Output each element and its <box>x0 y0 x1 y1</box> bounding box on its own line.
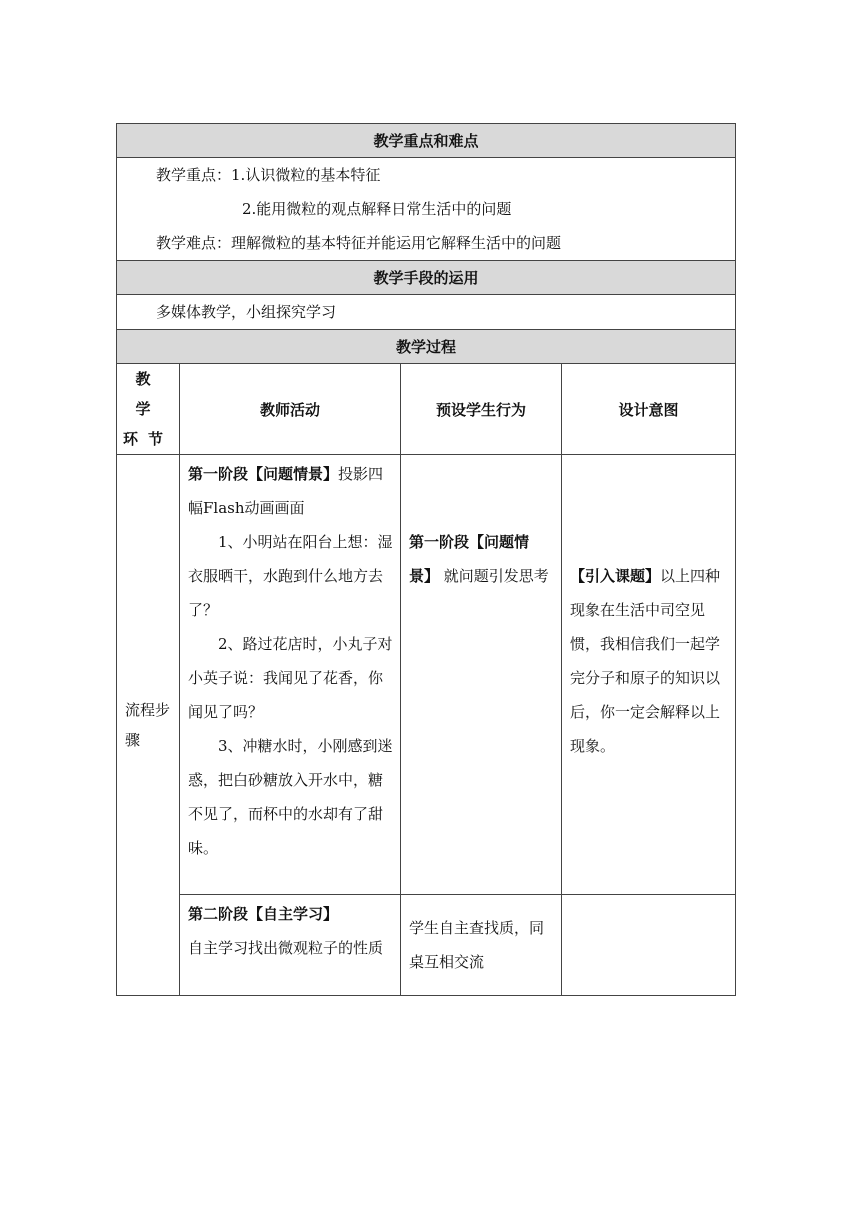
phase2-teacher-title: 第二阶段【自主学习】 <box>188 905 339 923</box>
focus-item-2: 2.能用微粒的观点解释日常生活中的问题 <box>242 200 512 218</box>
lesson-plan-table <box>116 123 736 996</box>
header-teacher-activity: 教师活动 <box>180 364 401 455</box>
phase1-teacher-item-1: 1、小明站在阳台上想：湿衣服晒干，水跑到什么地方去了？ <box>188 533 393 619</box>
stage-label: 流程步骤 <box>117 455 180 996</box>
means-text: 多媒体教学，小组探究学习 <box>117 295 736 330</box>
phase2-design-cell <box>562 895 736 996</box>
key-points-content <box>117 158 736 261</box>
header-design-intent: 设计意图 <box>562 364 736 455</box>
difficulty-line <box>156 226 735 260</box>
section-title-process: 教学过程 <box>117 330 736 364</box>
phase1-design-text: 以上四种现象在生活中司空见惯，我相信我们一起学完分子和原子的知识以后，你一定会解释以上现象。 <box>570 567 721 755</box>
section-title-means: 教学手段的运用 <box>117 261 736 295</box>
phase1-teacher-item-2: 2、路过花店时，小丸子对小英子说：我闻见了花香，你闻见了吗？ <box>188 635 393 721</box>
difficulty-text: 理解微粒的基本特征并能运用它解释生活中的问题 <box>231 234 562 252</box>
header-student-behavior: 预设学生行为 <box>401 364 562 455</box>
section-title-key-points: 教学重点和难点 <box>117 124 736 158</box>
phase1-teacher-text <box>188 457 394 525</box>
focus-label: 教学重点： <box>156 166 232 184</box>
focus-line <box>156 158 735 192</box>
header-stage: 教 学 环节 <box>117 364 180 455</box>
phase1-teacher-item-3: 3、冲糖水时，小刚感到迷惑，把白砂糖放入开水中，糖不见了，而杯中的水却有了甜味。 <box>188 737 393 857</box>
phase2-teacher-cell <box>180 895 401 996</box>
phase1-teacher-cell <box>180 455 401 895</box>
difficulty-label: 教学难点： <box>156 234 232 252</box>
phase1-teacher-title: 第一阶段【问题情景】 <box>188 465 339 483</box>
phase1-student-text: 就问题引发思考 <box>439 567 549 585</box>
phase2-teacher-text: 自主学习找出微观粒子的性质 <box>188 939 384 957</box>
phase1-student-cell <box>401 455 562 895</box>
phase1-teacher-intro: 投影四幅Flash动画画面 <box>188 465 384 517</box>
phase2-student-text: 学生自主查找质，同桌互相交流 <box>401 895 562 996</box>
phase1-design-title: 【引入课题】 <box>570 567 661 585</box>
phase1-student-title: 第一阶段【问题情景】 <box>409 533 530 585</box>
focus-item-1: 1.认识微粒的基本特征 <box>231 166 381 184</box>
phase1-design-cell <box>562 455 736 895</box>
